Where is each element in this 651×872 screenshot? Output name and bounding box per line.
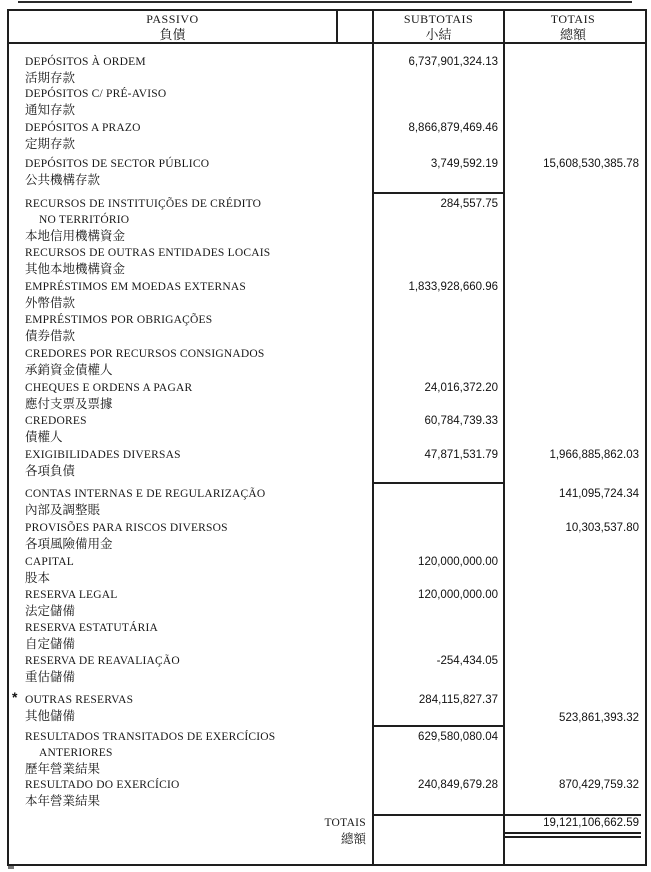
- row-label-zh: 重估儲備: [25, 670, 76, 684]
- liability-row: [9, 587, 645, 619]
- liability-row: [9, 653, 645, 685]
- row-label-pt: DEPÓSITOS A PRAZO: [25, 122, 141, 134]
- row-label-pt: CHEQUES E ORDENS A PAGAR: [25, 382, 193, 394]
- header-subtotais-zh: 小結: [425, 26, 452, 42]
- row-label-pt: RESERVA LEGAL: [25, 589, 118, 601]
- row-label-zh: 各項風險備用金: [25, 537, 113, 551]
- subtotal-value: -254,434.05: [436, 655, 498, 667]
- row-label-pt: RESERVA ESTATUTÁRIA: [25, 622, 159, 634]
- row-label-zh: 歷年營業結果: [25, 762, 101, 776]
- subtotal-value: 629,580,080.04: [418, 731, 498, 743]
- grand-total-double-line-top: [503, 832, 641, 834]
- grand-total-double-line-bottom: [503, 836, 641, 838]
- total-value: 10,303,537.80: [565, 522, 639, 534]
- liability-row: [9, 620, 645, 652]
- subtotal-divider-line: [372, 725, 503, 727]
- page-edge-mark: [8, 866, 14, 869]
- header-passivo: [9, 11, 336, 42]
- totals-label-zh: 總額: [340, 832, 366, 846]
- row-label-zh: 法定儲備: [25, 604, 76, 618]
- header-divider-line: [336, 11, 338, 42]
- row-label-pt: CREDORES POR RECURSOS CONSIGNADOS: [25, 348, 265, 360]
- liability-row: [9, 245, 645, 277]
- subtotal-value: 284,115,827.37: [418, 694, 498, 706]
- header-bottom-line: [9, 42, 645, 44]
- row-label-pt: NO TERRITÓRIO: [39, 214, 130, 226]
- row-label-zh: 本地信用機構資金: [25, 229, 126, 243]
- liability-row: [9, 486, 645, 518]
- row-label-zh: 各項負債: [25, 464, 76, 478]
- liability-row: [9, 447, 645, 479]
- row-label-pt: OUTRAS RESERVAS: [25, 694, 134, 706]
- row-label-zh: 外幣借款: [25, 296, 76, 310]
- row-label-pt: ANTERIORES: [39, 747, 113, 759]
- footnote-star-marker: *: [12, 689, 18, 705]
- subtotal-value: 8,866,879,469.46: [408, 122, 498, 134]
- row-label-pt: EMPRÉSTIMOS POR OBRIGAÇÕES: [25, 314, 213, 326]
- row-label-pt: DEPÓSITOS C/ PRÉ-AVISO: [25, 88, 167, 100]
- subtotal-value: 47,871,531.79: [424, 449, 498, 461]
- row-label-zh: 應付支票及票據: [25, 397, 113, 411]
- subtotal-value: 284,557.75: [440, 198, 498, 210]
- liability-row: [9, 312, 645, 344]
- header-passivo-zh: 負債: [159, 26, 186, 42]
- subtotal-divider-line: [372, 482, 503, 484]
- total-value: 1,966,885,862.03: [549, 449, 639, 461]
- liability-row: [9, 729, 645, 777]
- row-label-zh: 自定儲備: [25, 637, 76, 651]
- liability-row: [9, 156, 645, 188]
- row-label-pt: EXIGIBILIDADES DIVERSAS: [25, 449, 181, 461]
- liability-row: [9, 689, 645, 724]
- liability-row: [9, 54, 645, 86]
- header-totais-pt: TOTAIS: [550, 11, 596, 26]
- header-subtotais: [374, 11, 503, 42]
- row-label-pt: PROVISÕES PARA RISCOS DIVERSOS: [25, 522, 228, 534]
- row-label-pt: CREDORES: [25, 415, 87, 427]
- row-label-zh: 其他儲備: [25, 709, 76, 723]
- header-subtotais-pt: SUBTOTAIS: [403, 11, 474, 26]
- liability-row: [9, 777, 645, 809]
- header-passivo-pt: PASSIVO: [146, 11, 199, 26]
- subtotal-value: 240,849,679.28: [418, 779, 498, 791]
- subtotal-value: 24,016,372.20: [424, 382, 498, 394]
- row-label-pt: CONTAS INTERNAS E DE REGULARIZAÇÃO: [25, 488, 266, 500]
- liability-row: [9, 554, 645, 586]
- row-label-zh: 承銷資金債權人: [25, 363, 113, 377]
- subtotal-value: 120,000,000.00: [418, 556, 498, 568]
- totals-label-pt: TOTAIS: [324, 817, 366, 829]
- row-label-pt: RESULTADO DO EXERCÍCIO: [25, 779, 180, 791]
- subtotal-value: 1,833,928,660.96: [408, 281, 498, 293]
- row-label-pt: RESULTADOS TRANSITADOS DE EXERCÍCIOS: [25, 731, 276, 743]
- liability-row: [9, 520, 645, 552]
- row-label-zh: 股本: [25, 571, 51, 585]
- scan-edge-line: [18, 1, 632, 3]
- liability-row: [9, 380, 645, 412]
- row-label-zh: 活期存款: [25, 71, 76, 85]
- row-label-pt: DEPÓSITOS À ORDEM: [25, 56, 146, 68]
- liability-row: [9, 86, 645, 118]
- row-label-zh: 債券借款: [25, 329, 76, 343]
- row-label-pt: CAPITAL: [25, 556, 75, 568]
- subtotal-divider-line: [372, 192, 503, 194]
- liability-row: [9, 279, 645, 311]
- row-label-zh: 其他本地機構資金: [25, 262, 126, 276]
- row-label-zh: 內部及調整賬: [25, 503, 101, 517]
- liability-row: [9, 413, 645, 445]
- row-label-zh: 本年營業結果: [25, 794, 101, 808]
- row-label-pt: RECURSOS DE OUTRAS ENTIDADES LOCAIS: [25, 247, 271, 259]
- total-value: 870,429,759.32: [559, 779, 639, 791]
- liability-row: [9, 346, 645, 378]
- row-label-pt: RESERVA DE REAVALIAÇÃO: [25, 655, 180, 667]
- row-label-pt: DEPÓSITOS DE SECTOR PÚBLICO: [25, 158, 210, 170]
- row-label-zh: 定期存款: [25, 137, 76, 151]
- total-value: 523,861,393.32: [559, 712, 639, 724]
- row-label-pt: EMPRÉSTIMOS EM MOEDAS EXTERNAS: [25, 281, 247, 293]
- total-value: 15,608,530,385.78: [543, 158, 639, 170]
- subtotal-value: 3,749,592.19: [430, 158, 498, 170]
- subtotal-value: 60,784,739.33: [424, 415, 498, 427]
- subtotal-value: 120,000,000.00: [418, 589, 498, 601]
- row-label-zh: 通知存款: [25, 103, 76, 117]
- header-totais-zh: 總額: [559, 26, 586, 42]
- row-label-zh: 債權人: [25, 430, 63, 444]
- liability-row: [9, 196, 645, 244]
- balance-sheet-table: [7, 9, 647, 866]
- subtotal-value: 6,737,901,324.13: [408, 56, 498, 68]
- liability-row: [9, 120, 645, 152]
- grand-total-value: 19,121,106,662.59: [543, 817, 639, 829]
- total-value: 141,095,724.34: [559, 488, 639, 500]
- header-totais: [505, 11, 641, 42]
- row-label-pt: RECURSOS DE INSTITUIÇÕES DE CRÉDITO: [25, 198, 262, 210]
- row-label-zh: 公共機構存款: [25, 173, 101, 187]
